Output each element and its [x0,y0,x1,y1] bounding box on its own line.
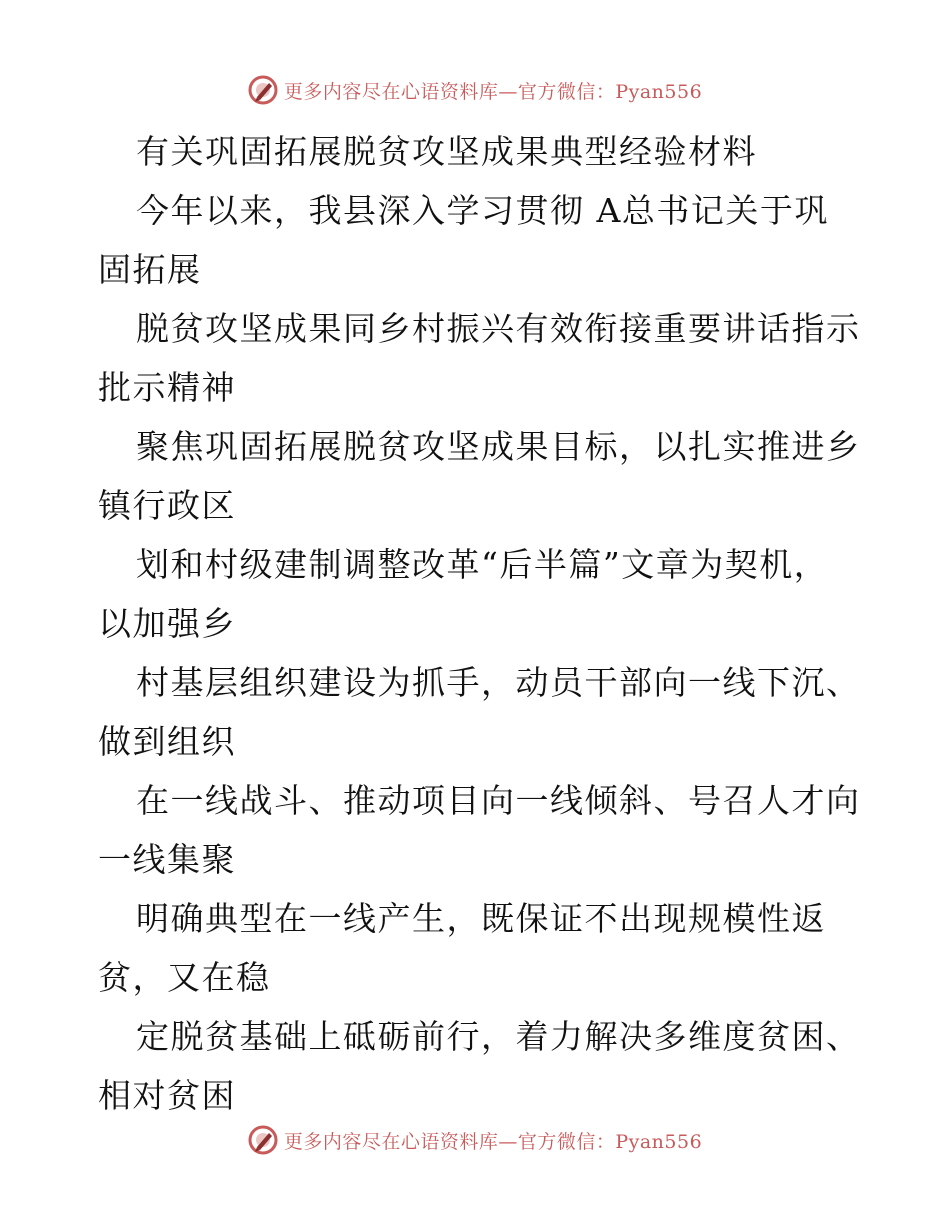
watermark-text: 更多内容尽在心语资料库—官方微信：Pyan556 [283,80,703,103]
header-watermark [0,70,950,110]
paragraph-line: 贫，又在稳 [98,958,271,997]
paragraph-line: 固拓展 [98,250,202,289]
brand-logo-icon [248,75,278,105]
paragraph-line: 划和村级建制调整改革“后半篇”文章为契机， [136,545,829,584]
watermark-group [248,1125,702,1155]
brand-logo-icon [248,1125,278,1155]
watermark-group [248,75,702,105]
paragraph-line: 村基层组织建设为抓手，动员干部向一线下沉、 [136,663,861,702]
paragraph-line: 在一线战斗、推动项目向一线倾斜、号召人才向 [136,781,861,820]
footer-watermark [0,1120,950,1160]
paragraph-line: 以加强乡 [98,604,236,643]
paragraph-line: 明确典型在一线产生，既保证不出现规模性返 [136,899,826,938]
document-body [98,122,861,1125]
paragraph-line: 相对贫困 [98,1076,236,1115]
watermark-text: 更多内容尽在心语资料库—官方微信：Pyan556 [283,1130,703,1153]
paragraph-line: 批示精神 [98,368,236,407]
paragraph-line: 做到组织 [98,722,236,761]
document-title: 有关巩固拓展脱贫攻坚成果典型经验材料 [136,132,757,171]
paragraph-line: 脱贫攻坚成果同乡村振兴有效衔接重要讲话指示 [136,309,861,348]
paragraph-line: 聚焦巩固拓展脱贫攻坚成果目标，以扎实推进乡 [136,427,861,466]
paragraph-line: 今年以来，我县深入学习贯彻 A总书记关于巩 [136,191,829,230]
paragraph-line: 定脱贫基础上砥砺前行，着力解决多维度贫困、 [136,1017,861,1056]
paragraph-line: 一线集聚 [98,840,236,879]
paragraph-line: 镇行政区 [98,486,236,525]
